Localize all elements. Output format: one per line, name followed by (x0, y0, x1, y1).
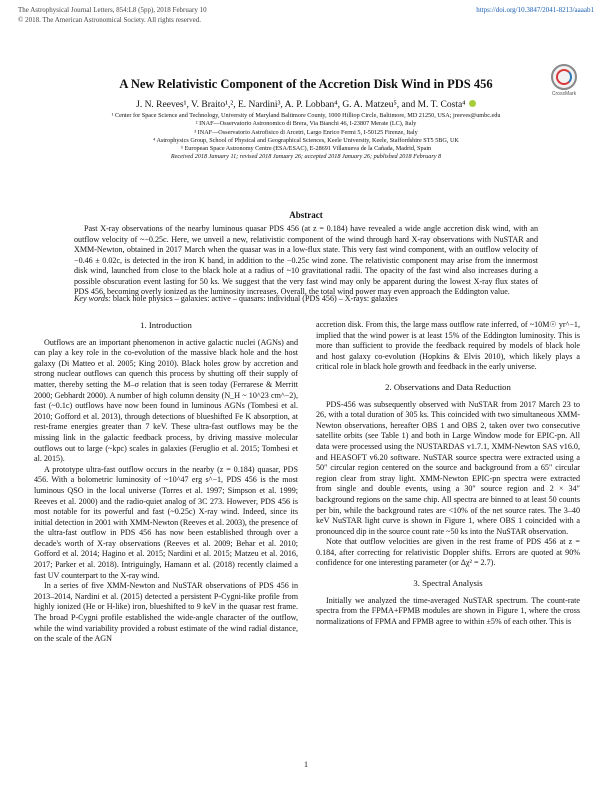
keywords-text: black hole physics – galaxies: active – quasars: individual (PDS 456) – X-rays: galaxies (112, 294, 398, 303)
affiliation-2: ² INAF—Osservatorio Astronomico di Brera, Via Bianchi 46, I-23807 Merate (LC), Italy (195, 120, 417, 128)
affiliations (40, 112, 572, 162)
intro-paragraph-3: In a series of five XMM-Newton and NuSTAR observations of PDS 456 in 2013–2014, Nardini et al. (2015) detected a persistent P-Cygni-like profile from highly ionized (He or H-like) iron, blueshifted to 9 keV in the quasar rest frame. The broad P-Cygni profile established the wide-angle character of the outflow, while the wind variability provided a robust estimate of the wind radial distance, on the scale of the AGN (34, 581, 298, 644)
spectral-paragraph-1: Initially we analyzed the time-averaged NuSTAR spectrum. The count-rate spectra from the FPMA+FPMB modules are shown in Figure 1, where the cross normalizations of FPMA and FPMB agree to within ±5% of each other. This is (316, 595, 580, 626)
journal-line: The Astrophysical Journal Letters, 854:L8 (5pp), 2018 February 10 (18, 6, 207, 14)
publication-dates: Received 2018 January 11; revised 2018 January 26; accepted 2018 January 26; published 2018 February 8 (170, 153, 442, 161)
affiliation-1: ¹ Center for Space Science and Technology, University of Maryland Baltimore County, 1000 Hilltop Circle, Baltimore, MD 21250, USA; jreeves@umbc.edu (111, 112, 501, 119)
abstract-heading: Abstract (289, 210, 323, 220)
keywords-label: Key words: (74, 294, 111, 303)
authors-text: J. N. Reeves¹, V. Braito¹,², E. Nardini³, A. P. Lobban⁴, G. A. Matzeu⁵, and M. T. Costa⁴ (136, 100, 466, 110)
crossmark-label: CrossMark (551, 91, 577, 97)
orcid-icon[interactable] (469, 100, 476, 107)
abstract-text: Past X-ray observations of the nearby luminous quasar PDS 456 (at z = 0.184) have revealed a wide angle accretion disk wind, with an outflow velocity of ~−0.25c. Here, we unveil a new, relativistic component of the wind through hard X-ray observations with NuSTAR and XMM-Newton, obtained in 2017 March when the quasar was in a low-flux state. This very fast wind component, with an outflow velocity of −0.46 ± 0.02c, is detected in the iron K band, in addition to the −0.25c wind zone. The relativistic component may arise from the innermost disk wind, launched from close to the black hole at a radius of ~10 gravitational radii. The opacity of the fast wind also increases during a possible obscuration event lasting for 50 ks. We suggest that the very fast wind may only be apparent during the lowest X-ray flux states of PDS 456, becoming overly ionized as the luminosity increases. Overall, the total wind power may even approach the Eddington value. (74, 224, 538, 296)
author-list (0, 100, 612, 110)
obs-paragraph-1: PDS-456 was subsequently observed with NuSTAR from 2017 March 23 to 26, with a total duration of 305 ks. This coincided with two simultaneous XMM-Newton observations, hereafter OBS 1 and OBS 2, taken over two consecutive satellite orbits (see Table 1) and both in Large Window mode for EPIC-pn. All data were processed using the NUSTARDAS v1.7.1, XMM-Newton SAS v16.0, and HEASOFT v6.20 software. NuSTAR source spectra were extracted using a 50″ circular region centered on the source and background from a 65″ circular region clear from stray light. XMM-Newton EPIC-pn spectra were extracted from single and double events, using a 30″ source region and 2 × 34″ background regions on the same chip. All spectra are binned to at least 50 counts per bin, while the background rates are <10% of the net source rates. The 3–40 keV NuSTAR light curve is shown in Figure 1, where OBS 1 coincided with a pronounced dip in the source count rate ~50 ks into the NuSTAR observation. (316, 399, 580, 536)
left-column (34, 320, 298, 645)
obs-paragraph-2: Note that outflow velocities are given in the rest frame of PDS 456 at z = 0.184, after correcting for relativistic Doppler shifts. Errors are quoted at 90% confidence for one interesting parameter (or Δχ² = 2.7). (316, 537, 580, 568)
intro-paragraph-2: A prototype ultra-fast outflow occurs in the nearby (z = 0.184) quasar, PDS 456. With a bolometric luminosity of ~10^47 erg s^−1, PDS 456 is the most luminous QSO in the local universe (Torres et al. 1997; Simpson et al. 1999; Reeves et al. 2000) and the radio-quiet analog of 3C 273. However, PDS 456 is most notable for its powerful and fast (~0.25c) X-ray wind. Indeed, since its initial detection in 2001 with XMM-Newton (Reeves et al. 2003), the presence of the ultra-fast outflow in PDS 456 has now been established through over a decade's worth of X-ray observations (Reeves et al. 2009; Behar et al. 2010; Gofford et al. 2014; Hagino et al. 2015; Nardini et al. 2015; Matzeu et al. 2016, 2017; Parker et al. 2018). Intriguingly, Hamann et al. (2018) recently claimed a fast UV counterpart to the X-ray wind. (34, 464, 298, 580)
abstract-body (74, 224, 538, 298)
affiliation-5: ⁵ European Space Astronomy Centre (ESA/ESAC), E-28691 Villanueva de la Cañada, Madrid, Spain (180, 145, 432, 153)
section-1-heading: 1. Introduction (140, 320, 192, 330)
doi-link[interactable]: https://doi.org/10.3847/2041-8213/aaaab1 (476, 6, 594, 14)
section-2-heading: 2. Observations and Data Reduction (385, 381, 511, 392)
paper-title: A New Relativistic Component of the Accretion Disk Wind in PDS 456 (119, 77, 493, 91)
keywords (74, 294, 538, 305)
affiliation-4: ⁴ Astrophysics Group, School of Physical and Geographical Sciences, Keele University, Keele, Staffordshire ST5 5BG, UK (153, 136, 459, 144)
right-column (316, 320, 580, 627)
page-number: 1 (304, 760, 308, 769)
affiliation-3: ³ INAF—Osservatorio Astrofisico di Arcetri, Largo Enrico Fermi 5, I-50125 Firenze, Italy (194, 128, 418, 136)
copyright-line: © 2018. The American Astronomical Society. All rights reserved. (18, 16, 202, 24)
section-3-heading: 3. Spectral Analysis (413, 578, 483, 589)
intro-paragraph-1: Outflows are an important phenomenon in active galactic nuclei (AGNs) and can play a key role in the co-evolution of the massive black hole and the host galaxy (Di Matteo et al. 2005; King 2010). Black holes grow by accretion and strong nuclear outflows can quench this process by shutting off their supply of matter, thereby setting the M–σ relation that is seen today (Ferrarese & Merritt 2000; Gebhardt 2000). A number of high column density (N_H ~ 10^23 cm^−2), fast (~0.1c) outflows have now been found in luminous AGNs (Tombesi et al. 2010; Gofford et al. 2013), through detections of blueshifted Fe K absorption, at rest-frame energies greater than 7 keV. These ultra-fast outflows may be the missing link in the galactic feedback process, by driving massive molecular outflows out to large (~kpc) scales in galaxies (Feruglio et al. 2015; Tombesi et al. 2015). (34, 337, 298, 464)
intro-paragraph-3-continued: accretion disk. From this, the large mass outflow rate inferred, of ~10M☉ yr^−1, implied that the wind power is at least 15% of the Eddington luminosity. This is more than sufficient to provide the feedback required by models of black hole and host galaxy co-evolution (Hopkins & Elvis 2010), which likely plays a critical role in black hole growth and feedback in the early universe. (316, 320, 580, 372)
